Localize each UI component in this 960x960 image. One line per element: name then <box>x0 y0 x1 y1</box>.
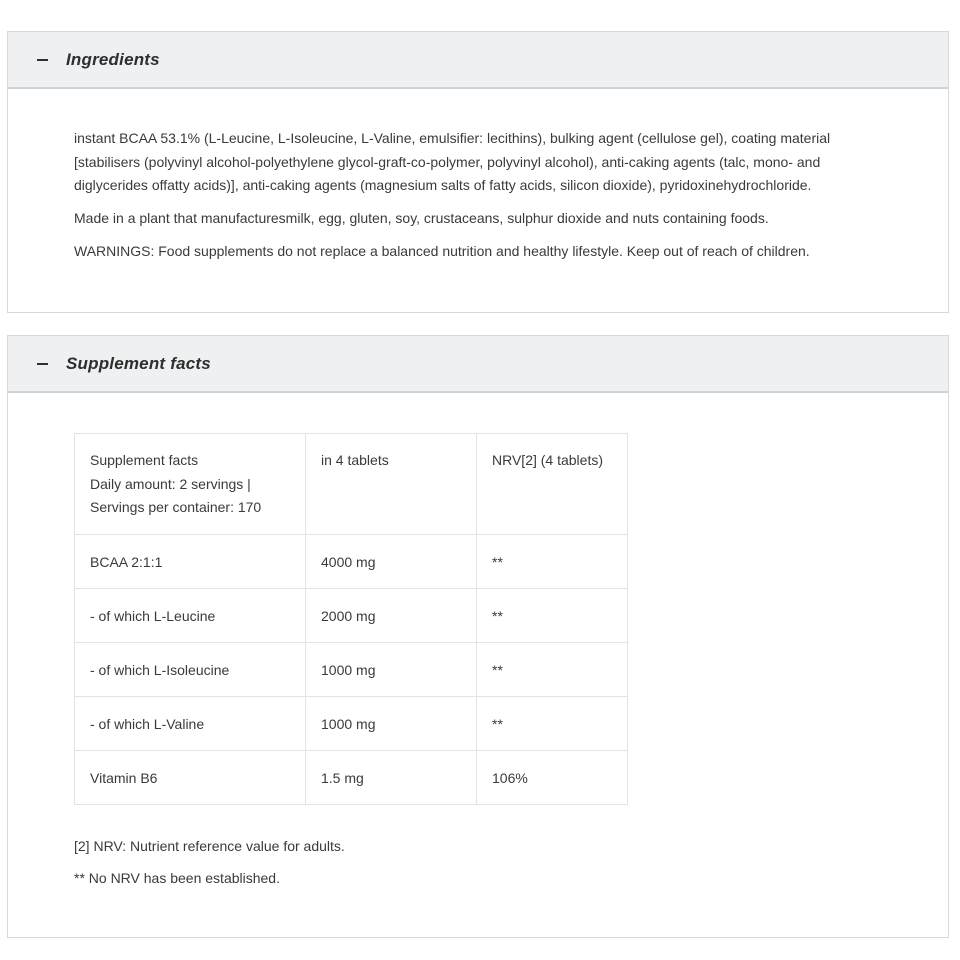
row-amount: 1000 mg <box>306 697 477 751</box>
supplement-facts-table <box>74 433 628 805</box>
row-name: Vitamin B6 <box>75 751 306 805</box>
table-row <box>75 751 628 805</box>
row-name: - of which L-Valine <box>75 697 306 751</box>
row-nrv: ** <box>477 535 628 589</box>
header-facts-line: Supplement facts <box>90 452 199 468</box>
ingredients-content <box>8 89 948 264</box>
table-row <box>75 589 628 643</box>
table-row <box>75 535 628 589</box>
row-amount: 1.5 mg <box>306 751 477 805</box>
no-nrv-footnote: ** No NRV has been established. <box>74 870 280 886</box>
table-row <box>75 643 628 697</box>
row-name: - of which L-Leucine <box>75 589 306 643</box>
header-cell-amount: in 4 tablets <box>306 434 477 535</box>
row-nrv: ** <box>477 589 628 643</box>
header-servings-line: Servings per container: 170 <box>90 499 262 515</box>
allergen-note: Made in a plant that manufacturesmilk, egg, gluten, soy, crustaceans, sulphur dioxide and nuts containing foods. <box>74 209 769 226</box>
row-amount: 1000 mg <box>306 643 477 697</box>
row-nrv: 106% <box>477 751 628 805</box>
supplement-facts-header[interactable] <box>8 336 948 393</box>
row-nrv: ** <box>477 643 628 697</box>
row-nrv: ** <box>477 697 628 751</box>
ingredients-header[interactable] <box>8 32 948 89</box>
collapse-minus-icon[interactable] <box>35 50 49 70</box>
supplement-facts-title: Supplement facts <box>66 353 211 373</box>
footnotes <box>74 835 882 889</box>
header-cell-nrv: NRV[2] (4 tablets) <box>477 434 628 535</box>
nrv-footnote: [2] NRV: Nutrient reference value for adults. <box>74 838 345 854</box>
ingredients-list: instant BCAA 53.1% (L-Leucine, L-Isoleucine, L-Valine, emulsifier: lecithins), bulking agent (cellulose gel), coating material [stabilisers (polyvinyl alcohol-polyethylene glycol-graft-co-polymer, polyvinyl alcohol), anti-caking agents (talc, mono- and diglycerides offatty acids)], anti-caking agents (magnesium salts of fatty acids, silicon dioxide), pyridoxinehydrochloride. <box>74 130 831 193</box>
warning-text: WARNINGS: Food supplements do not replace a balanced nutrition and healthy lifestyle. Keep out of reach of children. <box>74 243 810 259</box>
supplement-facts-content <box>8 393 948 889</box>
table-row <box>75 697 628 751</box>
supplement-facts-panel <box>7 335 949 938</box>
ingredients-title: Ingredients <box>66 49 160 69</box>
table-header-row <box>75 434 628 535</box>
collapse-minus-icon[interactable] <box>35 354 49 374</box>
ingredients-panel <box>7 31 949 313</box>
row-name: BCAA 2:1:1 <box>75 535 306 589</box>
header-daily-amount-line: Daily amount: 2 servings | <box>90 475 251 492</box>
row-amount: 4000 mg <box>306 535 477 589</box>
row-amount: 2000 mg <box>306 589 477 643</box>
header-cell-facts <box>75 434 306 535</box>
row-name: - of which L-Isoleucine <box>75 643 306 697</box>
